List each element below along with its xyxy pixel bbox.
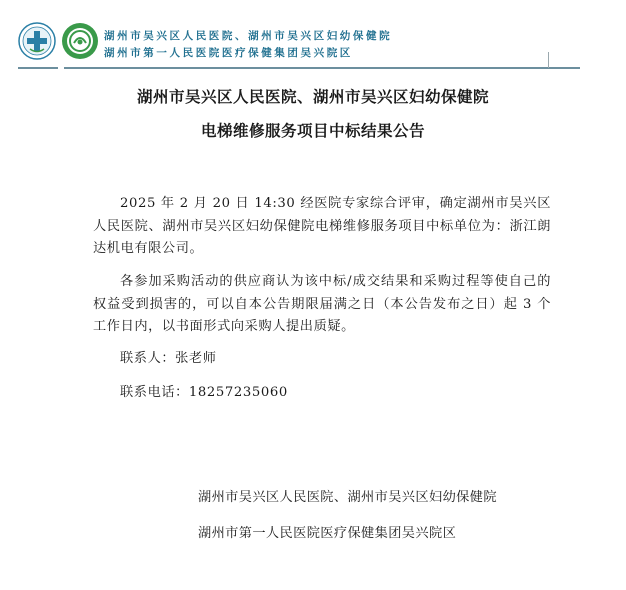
letterhead-rule-left [18,67,58,69]
letterhead-rule [64,67,580,69]
letterhead-line-2: 湖州市第一人民医院医疗保健集团吴兴院区 [104,47,353,59]
maternal-child-health-logo-icon [61,22,99,60]
contact-phone: 联系电话：18257235060 [120,385,288,400]
letterhead [0,0,626,72]
announcement-paragraph-2: 各参加采购活动的供应商认为该中标/成交结果和采购过程等使自己的权益受到损害的，可以自本公告期限届满之日（本公告发布之日）起 3 个工作日内，以书面形式向采购人提出质疑。 [93,274,551,334]
document-title-line-1: 湖州市吴兴区人民医院、湖州市吴兴区妇幼保健院 [136,87,489,106]
document-title-line-2: 电梯维修服务项目中标结果公告 [200,121,425,140]
announcement-paragraph-1: 2025 年 2 月 20 日 14:30 经医院专家综合评审，确定湖州市吴兴区人民医院、湖州市吴兴区妇幼保健院电梯维修服务项目中标单位为：浙江朗达机电有限公司。 [93,196,551,256]
signature-line-1: 湖州市吴兴区人民医院、湖州市吴兴区妇幼保健院 [198,490,497,505]
letterhead-tick-mark [548,52,549,68]
letterhead-line-1: 湖州市吴兴区人民医院、湖州市吴兴区妇幼保健院 [104,30,393,42]
hospital-cross-logo-icon [18,22,56,60]
contact-person: 联系人：张老师 [120,351,217,366]
signature-line-2: 湖州市第一人民医院医疗保健集团吴兴院区 [198,526,457,541]
